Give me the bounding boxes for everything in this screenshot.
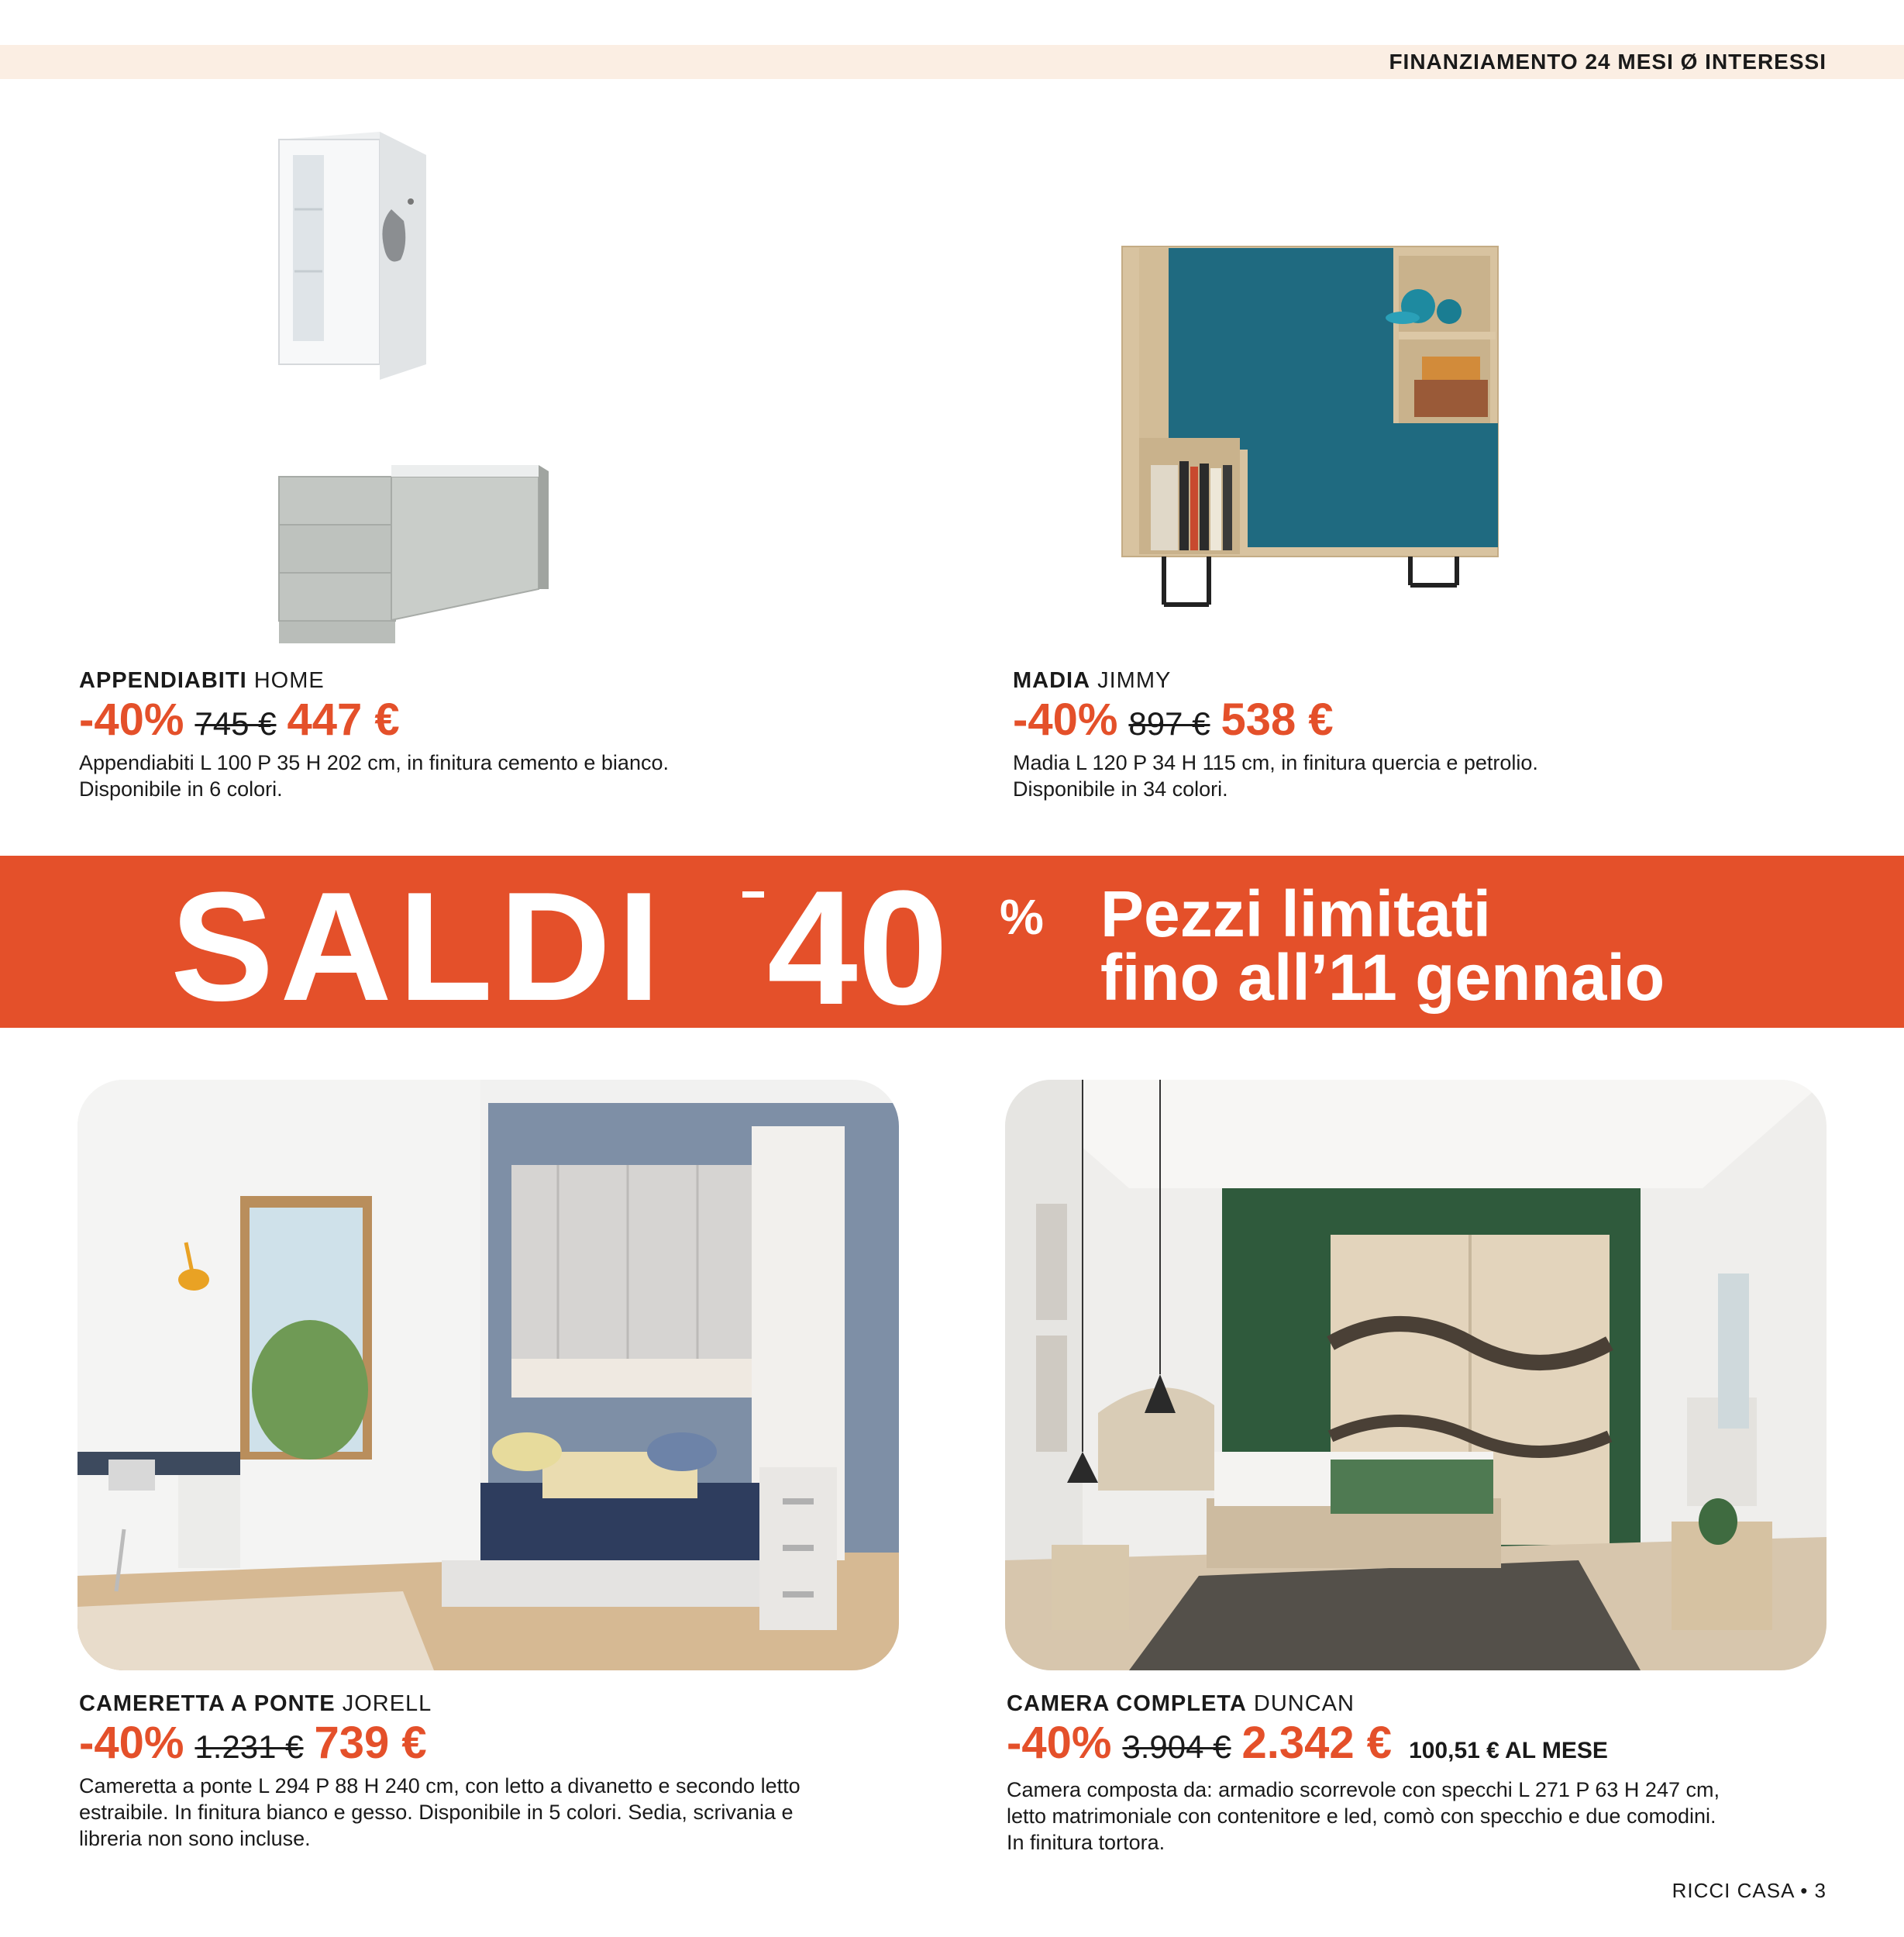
product-title [1007,1690,1867,1718]
sale-banner [0,856,1904,1039]
product-name: DUNCAN [1253,1691,1355,1716]
old-price: 3.904 € [1122,1728,1231,1765]
new-price: 739 € [314,1718,427,1768]
banner-minus-sign [742,891,764,898]
product-category: APPENDIABITI [79,668,247,693]
product-appendiabiti [79,667,931,802]
description-line: Appendiabiti L 100 P 35 H 202 cm, in finitura cemento e bianco. [79,751,669,774]
discount-label: -40% [79,1718,184,1768]
product-description [79,750,931,802]
price-row [1007,1719,1867,1775]
product-name: HOME [253,668,325,693]
discount-label: -40% [1007,1718,1112,1768]
camera-completa-photo [1005,1080,1827,1670]
madia-image [1116,240,1503,612]
banner-discount-value: 40 [767,856,949,1039]
financing-label: FINANZIAMENTO 24 MESI Ø INTERESSI [1389,50,1827,74]
banner-until-date: fino all’11 gennaio [1100,941,1665,1014]
old-price: 745 € [195,705,277,742]
product-description [79,1773,955,1852]
banner-saldi: SALDI [170,860,666,1033]
new-price: 538 € [1221,694,1334,745]
price-row [1013,696,1865,748]
product-camera-completa [1007,1690,1867,1856]
product-description [1007,1777,1867,1856]
product-title [1013,667,1865,694]
product-name: JIMMY [1097,668,1172,693]
monthly-installment: 100,51 € AL MESE [1409,1738,1608,1763]
price-row [79,1719,955,1771]
product-title [79,667,931,694]
banner-percent-sign: % [1000,889,1044,945]
product-description [1013,750,1865,802]
product-cameretta [79,1690,955,1852]
product-madia [1013,667,1865,802]
product-category: CAMERA COMPLETA [1007,1691,1247,1716]
discount-label: -40% [79,694,184,745]
discount-label: -40% [1013,694,1118,745]
price-row [79,696,931,748]
product-title [79,1690,955,1718]
new-price: 2.342 € [1241,1718,1393,1768]
description-line: In finitura tortora. [1007,1831,1165,1854]
description-line: libreria non sono incluse. [79,1827,311,1850]
product-category: MADIA [1013,668,1091,693]
description-line: Cameretta a ponte L 294 P 88 H 240 cm, con letto a divanetto e secondo letto [79,1774,801,1797]
description-line: Camera composta da: armadio scorrevole con specchi L 271 P 63 H 247 cm, [1007,1778,1720,1801]
page-footer: RICCI CASA • 3 [1672,1879,1827,1902]
header-band [0,45,1904,79]
description-line: letto matrimoniale con contenitore e led, comò con specchio e due comodini. [1007,1804,1716,1828]
description-line: Madia L 120 P 34 H 115 cm, in finitura quercia e petrolio. [1013,751,1538,774]
cameretta-photo [77,1080,899,1670]
product-category: CAMERETTA A PONTE [79,1691,336,1716]
appendiabiti-image [263,124,573,643]
new-price: 447 € [287,694,400,745]
description-line: Disponibile in 6 colori. [79,777,283,801]
product-name: JORELL [342,1691,432,1716]
banner-limited-pieces: Pezzi limitati [1100,877,1492,950]
description-line: Disponibile in 34 colori. [1013,777,1228,801]
description-line: estraibile. In finitura bianco e gesso. Disponibile in 5 colori. Sedia, scrivania e [79,1801,794,1824]
old-price: 897 € [1128,705,1210,742]
old-price: 1.231 € [195,1728,304,1765]
